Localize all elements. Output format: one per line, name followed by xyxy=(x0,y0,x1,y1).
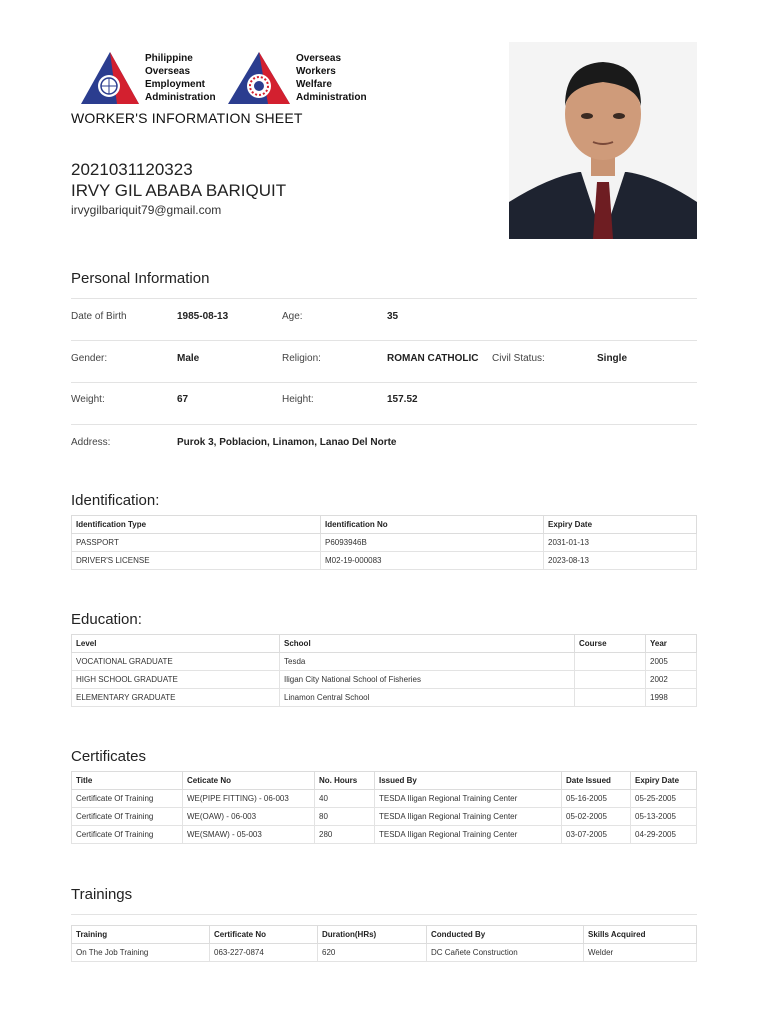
sheet-title: WORKER'S INFORMATION SHEET xyxy=(71,110,303,126)
column-header: Expiry Date xyxy=(544,516,697,534)
poea-logo xyxy=(79,50,216,106)
column-header: Date Issued xyxy=(562,772,631,790)
table-cell: WE(OAW) - 06-003 xyxy=(183,808,315,826)
table-cell: Certificate Of Training xyxy=(72,826,183,844)
table-cell: 2023-08-13 xyxy=(544,552,697,570)
table-cell xyxy=(575,653,646,671)
table-row xyxy=(72,790,697,808)
column-header: Duration(HRs) xyxy=(318,926,427,944)
table-cell: 1998 xyxy=(646,689,697,707)
age-label: Age: xyxy=(282,311,303,322)
worker-name: IRVY GIL ABABA BARIQUIT xyxy=(71,181,287,200)
weight-label: Weight: xyxy=(71,394,105,405)
divider xyxy=(71,424,697,425)
table-cell: PASSPORT xyxy=(72,534,321,552)
dob-value: 1985-08-13 xyxy=(177,311,229,322)
gender-value: Male xyxy=(177,353,200,364)
table-cell: DC Cañete Construction xyxy=(427,944,584,962)
table-cell: P6093946B xyxy=(321,534,544,552)
column-header: Conducted By xyxy=(427,926,584,944)
table-cell: 2005 xyxy=(646,653,697,671)
reference-number: 2021031120323 xyxy=(71,160,193,179)
table-cell: 04-29-2005 xyxy=(631,826,697,844)
table-cell: 280 xyxy=(315,826,375,844)
column-header: Identification No xyxy=(321,516,544,534)
table-cell xyxy=(575,689,646,707)
table-cell: 2031-01-13 xyxy=(544,534,697,552)
table-cell: Certificate Of Training xyxy=(72,790,183,808)
table-cell: Certificate Of Training xyxy=(72,808,183,826)
table-row xyxy=(72,944,697,962)
table-cell: Iligan City National School of Fisheries xyxy=(280,671,575,689)
address-value: Purok 3, Poblacion, Linamon, Lanao Del Norte xyxy=(177,437,397,448)
column-header: Level xyxy=(72,635,280,653)
worker-photo xyxy=(509,42,697,239)
table-cell: TESDA Iligan Regional Training Center xyxy=(375,808,562,826)
divider xyxy=(71,914,697,915)
owwa-logo xyxy=(226,50,367,106)
column-header: Ceticate No xyxy=(183,772,315,790)
owwa-text: Overseas Workers Welfare Administration xyxy=(296,53,367,103)
religion-value: ROMAN CATHOLIC xyxy=(387,353,479,364)
table-cell: 03-07-2005 xyxy=(562,826,631,844)
table-cell: 063-227-0874 xyxy=(210,944,318,962)
table-row xyxy=(72,671,697,689)
divider xyxy=(71,340,697,341)
poea-text: Philippine Overseas Employment Administration xyxy=(145,53,216,103)
height-label: Height: xyxy=(282,394,314,405)
civil-status-value: Single xyxy=(597,353,628,364)
poea-emblem-icon xyxy=(79,50,141,106)
table-cell: DRIVER'S LICENSE xyxy=(72,552,321,570)
portrait-image xyxy=(509,42,697,239)
column-header: Year xyxy=(646,635,697,653)
weight-value: 67 xyxy=(177,394,189,405)
table-cell: WE(SMAW) - 05-003 xyxy=(183,826,315,844)
table-cell: 2002 xyxy=(646,671,697,689)
table-cell: Welder xyxy=(584,944,697,962)
table-cell: TESDA Iligan Regional Training Center xyxy=(375,826,562,844)
column-header: Identification Type xyxy=(72,516,321,534)
table-cell: On The Job Training xyxy=(72,944,210,962)
identification-table xyxy=(71,515,697,570)
gender-label: Gender: xyxy=(71,353,108,364)
column-header: Course xyxy=(575,635,646,653)
dob-label: Date of Birth xyxy=(71,311,127,322)
column-header: Training xyxy=(72,926,210,944)
table-cell: M02-19-000083 xyxy=(321,552,544,570)
trainings-title: Trainings xyxy=(71,886,133,903)
column-header: Issued By xyxy=(375,772,562,790)
address-label: Address: xyxy=(71,437,111,448)
table-row xyxy=(72,808,697,826)
table-cell: VOCATIONAL GRADUATE xyxy=(72,653,280,671)
column-header: Expiry Date xyxy=(631,772,697,790)
column-header: Title xyxy=(72,772,183,790)
table-cell: 05-25-2005 xyxy=(631,790,697,808)
civil-status-label: Civil Status: xyxy=(492,353,545,364)
certificates-table xyxy=(71,771,697,844)
column-header: No. Hours xyxy=(315,772,375,790)
age-value: 35 xyxy=(387,311,399,322)
table-row xyxy=(72,689,697,707)
worker-email: irvygilbariquit79@gmail.com xyxy=(71,203,222,217)
religion-label: Religion: xyxy=(282,353,321,364)
table-row xyxy=(72,653,697,671)
owwa-emblem-icon xyxy=(226,50,292,106)
identification-title: Identification: xyxy=(71,492,160,509)
table-cell: 80 xyxy=(315,808,375,826)
table-row xyxy=(72,826,697,844)
education-table xyxy=(71,634,697,707)
table-row xyxy=(72,534,697,552)
table-cell: ELEMENTARY GRADUATE xyxy=(72,689,280,707)
personal-info-title: Personal Information xyxy=(71,270,210,287)
divider xyxy=(71,298,697,299)
certificates-title: Certificates xyxy=(71,748,147,765)
table-cell: 620 xyxy=(318,944,427,962)
table-row xyxy=(72,552,697,570)
column-header: School xyxy=(280,635,575,653)
education-title: Education: xyxy=(71,611,142,628)
trainings-table xyxy=(71,925,697,962)
table-cell: HIGH SCHOOL GRADUATE xyxy=(72,671,280,689)
table-cell: Linamon Central School xyxy=(280,689,575,707)
column-header: Certificate No xyxy=(210,926,318,944)
table-cell: 05-02-2005 xyxy=(562,808,631,826)
table-cell: 05-16-2005 xyxy=(562,790,631,808)
table-cell: TESDA Iligan Regional Training Center xyxy=(375,790,562,808)
column-header: Skills Acquired xyxy=(584,926,697,944)
table-cell xyxy=(575,671,646,689)
height-value: 157.52 xyxy=(387,394,418,405)
table-cell: 40 xyxy=(315,790,375,808)
table-cell: 05-13-2005 xyxy=(631,808,697,826)
table-cell: WE(PIPE FITTING) - 06-003 xyxy=(183,790,315,808)
divider xyxy=(71,382,697,383)
table-cell: Tesda xyxy=(280,653,575,671)
